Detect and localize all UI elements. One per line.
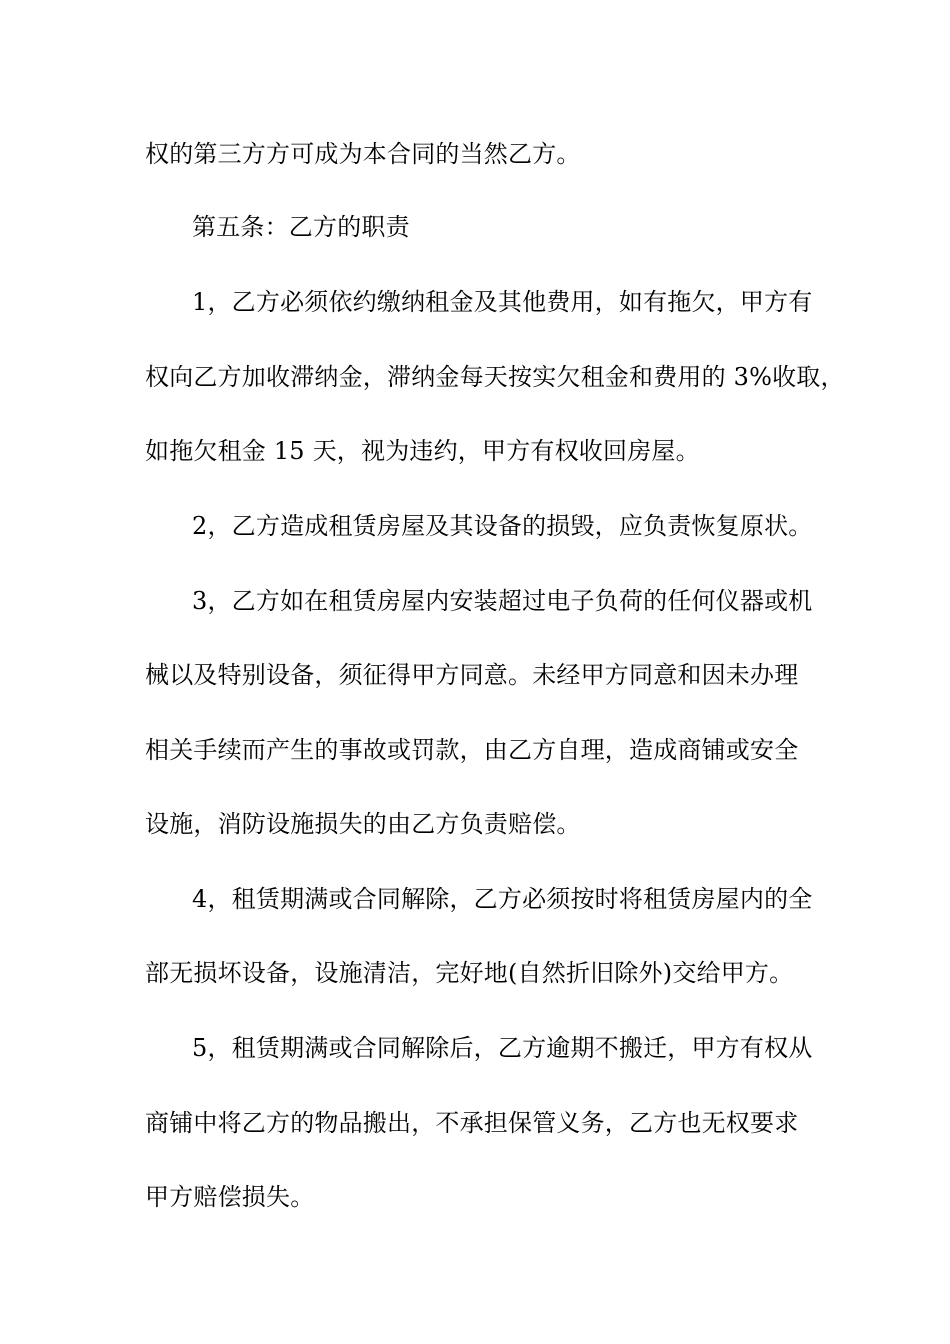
text-line: 械以及特别设备，须征得甲方同意。未经甲方同意和因未办理 — [145, 661, 799, 689]
text-line: 部无损坏设备，设施清洁，完好地(自然折旧除外)交给甲方。 — [145, 959, 794, 987]
text-line: 3，乙方如在租赁房屋内安装超过电子负荷的任何仪器或机 — [192, 587, 813, 615]
text-line: 如拖欠租金 15 天，视为违约，甲方有权收回房屋。 — [145, 437, 700, 465]
text-line: 商铺中将乙方的物品搬出，不承担保管义务，乙方也无权要求 — [145, 1109, 799, 1137]
text-line: 相关手续而产生的事故或罚款，由乙方自理，造成商铺或安全 — [145, 736, 799, 764]
text-line: 5，租赁期满或合同解除后，乙方逾期不搬迁，甲方有权从 — [192, 1034, 813, 1062]
text-line: 2，乙方造成租赁房屋及其设备的损毁，应负责恢复原状。 — [192, 512, 813, 540]
section-heading: 第五条：乙方的职责 — [192, 213, 410, 241]
text-line: 4，租赁期满或合同解除，乙方必须按时将租赁房屋内的全 — [192, 885, 813, 913]
text-line: 权的第三方方可成为本合同的当然乙方。 — [145, 140, 581, 168]
text-line: 设施，消防设施损失的由乙方负责赔偿。 — [145, 810, 581, 838]
text-line: 权向乙方加收滞纳金，滞纳金每天按实欠租金和费用的 3%收取， — [145, 363, 845, 391]
text-line: 1，乙方必须依约缴纳租金及其他费用，如有拖欠，甲方有 — [192, 288, 813, 316]
text-line: 甲方赔偿损失。 — [145, 1183, 315, 1211]
